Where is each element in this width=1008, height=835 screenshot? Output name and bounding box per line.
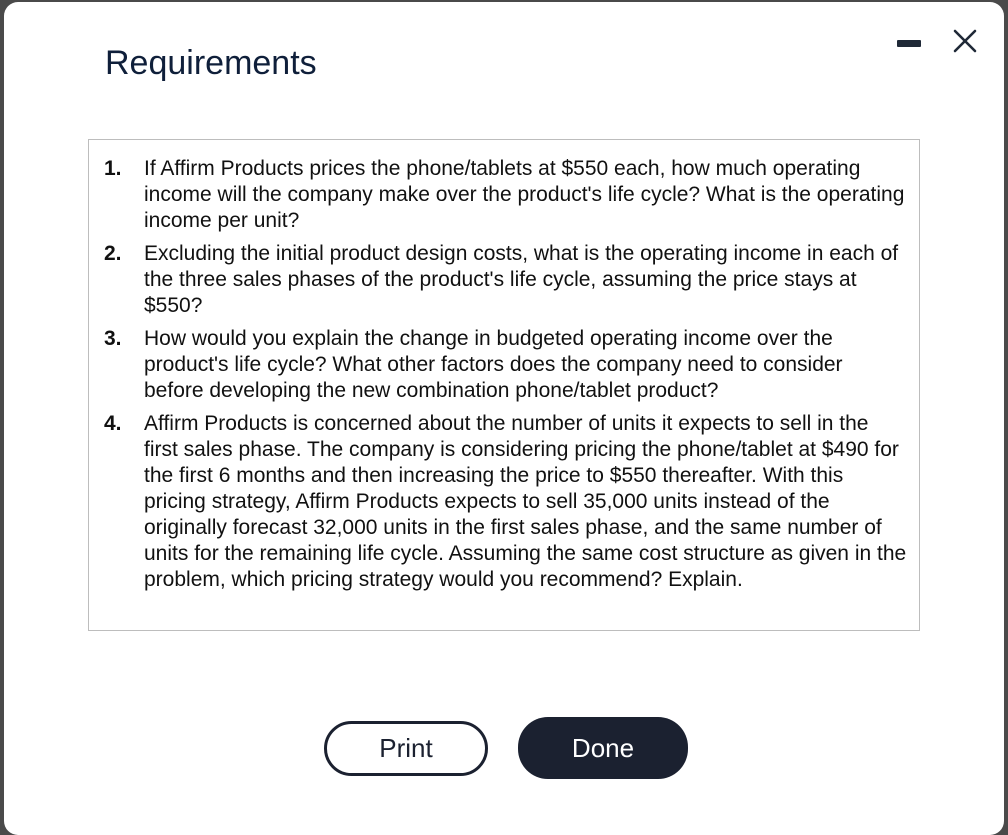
requirement-text: Affirm Products is concerned about the number of units it expects to sell in the first sales phase. The company is considering pricing the phone/tablet at $490 for the first 6 months and then increasing the price to $550 thereafter. With this pricing strategy, Affirm Products expects to sell 35,000 units instead of the originally forecast 32,000 units in the first sales phase, and the same number of units for the remaining life cycle. Assuming the same cost structure as given in the problem, which pricing strategy would you recommend? Explain. bbox=[144, 412, 907, 591]
close-icon[interactable] bbox=[950, 26, 980, 56]
requirement-item bbox=[89, 156, 919, 234]
done-button[interactable]: Done bbox=[518, 717, 688, 779]
requirement-number: 1. bbox=[104, 157, 122, 180]
requirement-text: Excluding the initial product design costs, what is the operating income in each of the three sales phases of the product's life cycle, assuming the price stays at $550? bbox=[144, 242, 899, 317]
print-button[interactable]: Print bbox=[324, 721, 488, 776]
requirement-text: If Affirm Products prices the phone/tablets at $550 each, how much operating income will the company make over the product's life cycle? What is the operating income per unit? bbox=[144, 157, 905, 232]
requirement-item bbox=[89, 411, 919, 593]
requirement-number: 4. bbox=[104, 412, 122, 435]
requirement-item bbox=[89, 326, 919, 404]
minimize-icon[interactable] bbox=[897, 40, 921, 47]
requirement-text: How would you explain the change in budgeted operating income over the product's life cycle? What other factors does the company need to consider before developing the new combination phone/tablet product? bbox=[144, 327, 843, 402]
dialog-title: Requirements bbox=[105, 44, 317, 82]
requirement-item bbox=[89, 241, 919, 319]
requirements-list bbox=[89, 156, 919, 600]
requirements-box bbox=[88, 139, 920, 631]
requirement-number: 2. bbox=[104, 242, 122, 265]
requirements-dialog bbox=[4, 2, 1004, 835]
requirement-number: 3. bbox=[104, 327, 122, 350]
